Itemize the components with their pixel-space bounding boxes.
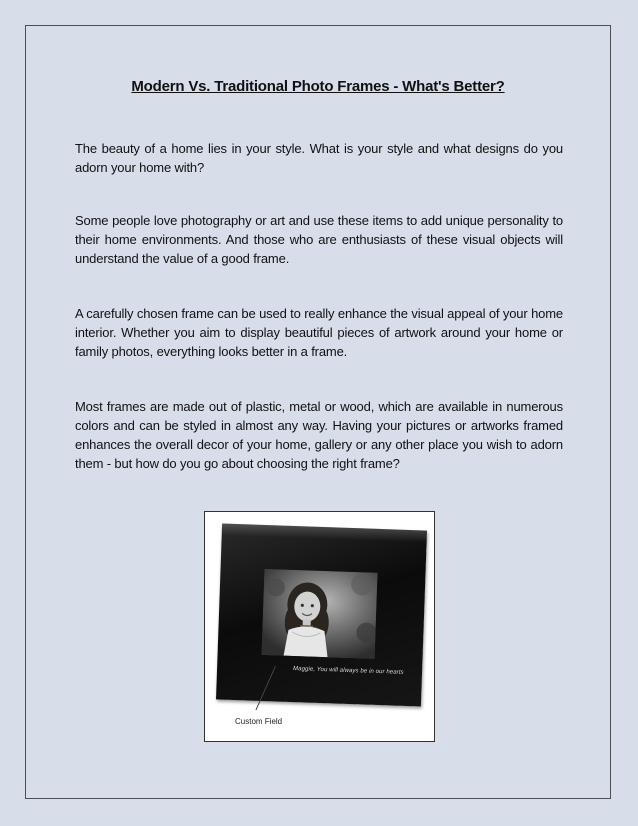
paragraph-chosen-frame: A carefully chosen frame can be used to really enhance the visual appeal of your home interior. Whether you aim to display beautiful pieces of artwork around your home or family photos, everything looks better in a frame. [75, 306, 563, 359]
custom-field-label: Custom Field [235, 717, 283, 726]
black-photo-frame [216, 523, 427, 706]
paragraph-intro: The beauty of a home lies in your style. What is your style and what designs do you adorn your home with? [75, 141, 563, 175]
frame-engraving-text: Maggie, You will always be in our hearts [292, 666, 404, 676]
frame-photo-figure [204, 511, 435, 742]
child-portrait-illustration [262, 569, 378, 659]
paragraph-materials: Most frames are made out of plastic, metal or wood, which are available in numerous colors and can be styled in almost any way. Having your pictures or artworks framed enhances the overall decor of your home, gallery or any other place you wish to adorn them - but how do you go about choosing the right frame? [75, 399, 563, 471]
document-title: Modern Vs. Traditional Photo Frames - What's Better? [131, 78, 505, 95]
paragraph-photography: Some people love photography or art and use these items to add unique personality to their home environments. And those who are enthusiasts of these visual objects will understand the value of a good frame. [75, 213, 563, 266]
child-portrait-photo [262, 569, 378, 659]
frame-glass-reflection [222, 523, 427, 542]
